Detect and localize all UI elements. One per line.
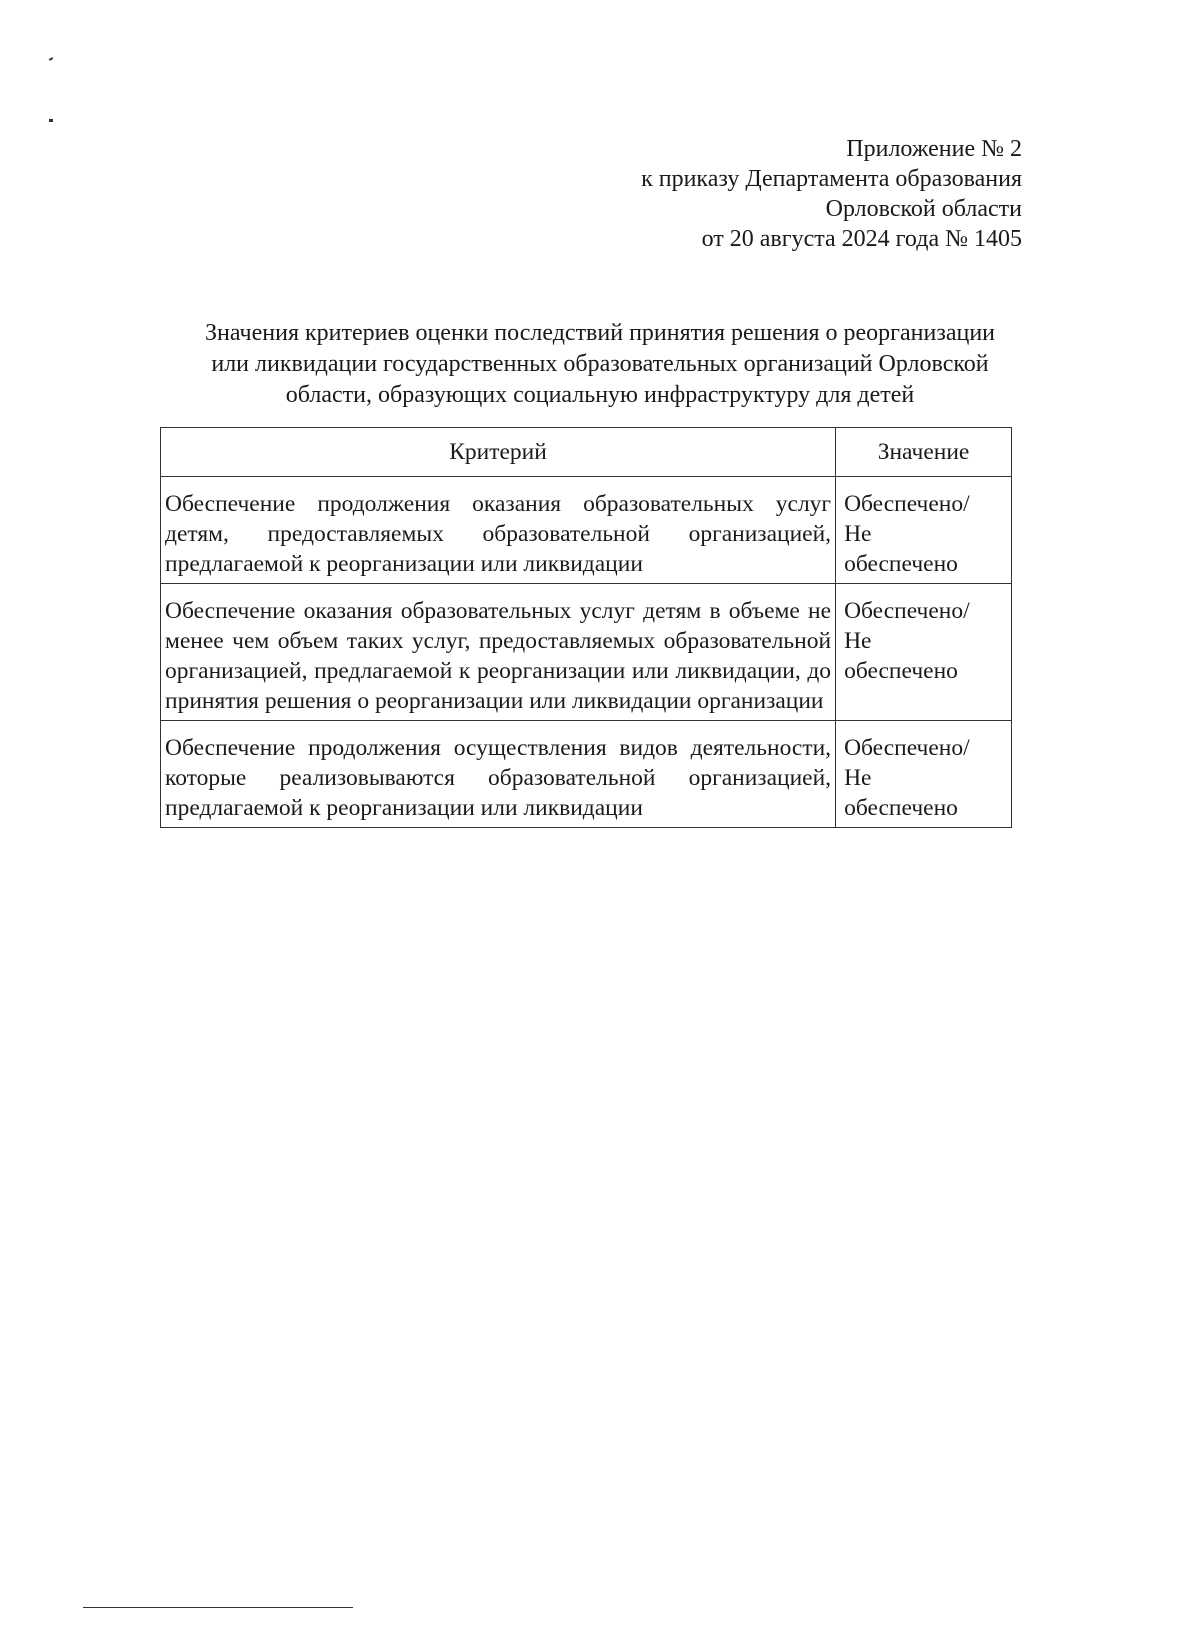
table-header-row	[161, 428, 1012, 477]
appendix-order-date: от 20 августа 2024 года № 1405	[701, 226, 1022, 252]
document-title	[160, 318, 1040, 411]
value-text: Не	[844, 628, 872, 654]
value-text: Не	[844, 521, 872, 547]
appendix-order-ref: к приказу Департамента образования	[641, 166, 1022, 192]
criterion-cell: Обеспечение продолжения осуществления видов деятельности, которые реализовываются образовательной организацией, предлагаемой к реорганизации или ликвидации	[161, 721, 836, 828]
appendix-header	[641, 134, 1022, 254]
column-header-value: Значение	[836, 428, 1012, 477]
value-cell	[836, 584, 1012, 721]
column-header-criterion: Критерий	[161, 428, 836, 477]
appendix-number: Приложение № 2	[846, 136, 1022, 162]
value-cell	[836, 721, 1012, 828]
appendix-region: Орловской области	[825, 196, 1022, 222]
value-text: Обеспечено/	[844, 735, 970, 761]
criterion-cell: Обеспечение оказания образовательных услуг детям в объеме не менее чем объем таких услуг, предоставляемых образовательной организацией, предлагаемой к реорганизации или ликвидации, до принятия решения о реорганизации или ликвидации организации	[161, 584, 836, 721]
value-text: обеспечено	[844, 795, 958, 821]
scan-artifact	[49, 119, 53, 122]
value-text: Не	[844, 765, 872, 791]
value-cell	[836, 477, 1012, 584]
criterion-cell: Обеспечение продолжения оказания образовательных услуг детям, предоставляемых образовательной организацией, предлагаемой к реорганизации или ликвидации	[161, 477, 836, 584]
scan-artifact	[49, 57, 53, 61]
criteria-table	[160, 427, 1012, 828]
title-line: Значения критериев оценки последствий принятия решения о реорганизации	[204, 320, 996, 346]
title-line: области, образующих социальную инфраструктуру для детей	[285, 382, 915, 408]
value-text: обеспечено	[844, 658, 958, 684]
table-row	[161, 477, 1012, 584]
table-row	[161, 584, 1012, 721]
value-text: обеспечено	[844, 551, 958, 577]
table-row	[161, 721, 1012, 828]
footnote-separator	[83, 1607, 353, 1608]
title-line: или ликвидации государственных образовательных организаций Орловской	[211, 351, 989, 377]
value-text: Обеспечено/	[844, 491, 970, 517]
value-text: Обеспечено/	[844, 598, 970, 624]
